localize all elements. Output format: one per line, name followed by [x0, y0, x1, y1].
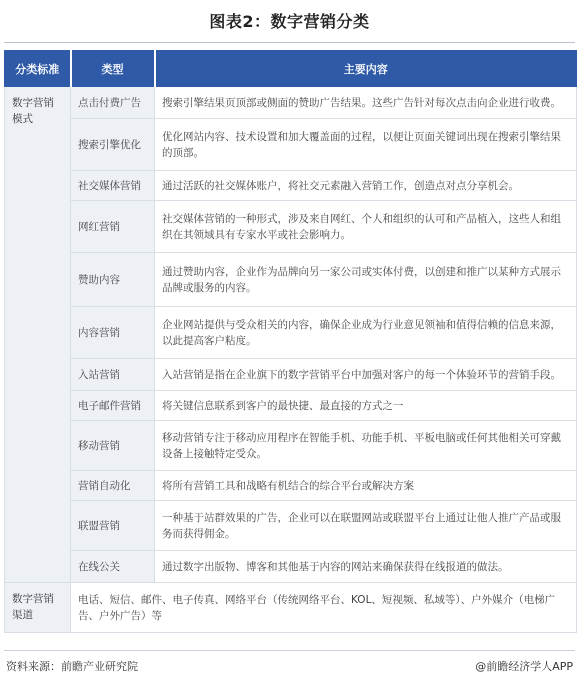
table-row	[5, 359, 577, 391]
table-row	[5, 87, 577, 119]
table-row	[5, 421, 577, 471]
category-cell: 数字营销模式	[5, 87, 71, 583]
type-cell: 在线公关	[71, 551, 155, 583]
header-category: 分类标准	[5, 51, 71, 87]
table-row	[5, 119, 577, 171]
brand-credit: @前瞻经济学人APP	[475, 660, 573, 673]
table-row	[5, 253, 577, 307]
content-cell: 将关键信息联系到客户的最快捷、最直接的方式之一	[155, 391, 577, 421]
type-cell: 点击付费广告	[71, 87, 155, 119]
header-content: 主要内容	[155, 51, 577, 87]
table-row	[5, 171, 577, 201]
table-row	[5, 471, 577, 501]
table-row	[5, 391, 577, 421]
type-cell: 内容营销	[71, 307, 155, 359]
table-row	[5, 583, 577, 633]
content-cell: 优化网站内容、技术设置和加大覆盖面的过程，以便让页面关键词出现在搜索引擎结果的顶部。	[155, 119, 577, 171]
type-cell: 入站营销	[71, 359, 155, 391]
table-row	[5, 201, 577, 253]
type-cell: 搜索引擎优化	[71, 119, 155, 171]
content-cell: 移动营销专注于移动应用程序在智能手机、功能手机、平板电脑或任何其他相关可穿戴设备上接触特定受众。	[155, 421, 577, 471]
header-type: 类型	[71, 51, 155, 87]
content-cell: 通过赞助内容，企业作为品牌向另一家公司或实体付费，以创建和推广以某种方式展示品牌或服务的内容。	[155, 253, 577, 307]
content-cell: 一种基于站群效果的广告，企业可以在联盟网站或联盟平台上通过让他人推广产品或服务而获得佣金。	[155, 501, 577, 551]
table-header-row	[5, 51, 577, 87]
type-cell: 赞助内容	[71, 253, 155, 307]
table-row	[5, 501, 577, 551]
type-cell: 社交媒体营销	[71, 171, 155, 201]
table-row	[5, 307, 577, 359]
figure-title: 图表2：数字营销分类	[209, 12, 370, 31]
type-cell: 移动营销	[71, 421, 155, 471]
source-note: 资料来源：前瞻产业研究院	[6, 660, 138, 673]
content-cell: 社交媒体营销的一种形式，涉及来自网红、个人和组织的认可和产品植入，这些人和组织在其领域具有专家水平或社会影响力。	[155, 201, 577, 253]
footer-divider	[4, 650, 575, 651]
content-cell: 企业网站提供与受众相关的内容，确保企业成为行业意见领袖和值得信赖的信息来源，以此提高客户粘度。	[155, 307, 577, 359]
content-cell: 入站营销是指在企业旗下的数字营销平台中加强对客户的每一个体验环节的营销手段。	[155, 359, 577, 391]
classification-table	[4, 50, 577, 633]
category-cell: 数字营销渠道	[5, 583, 71, 633]
type-cell: 网红营销	[71, 201, 155, 253]
content-cell: 搜索引擎结果页顶部或侧面的赞助广告结果。这些广告针对每次点击向企业进行收费。	[155, 87, 577, 119]
content-cell: 电话、短信、邮件、电子传真、网络平台（传统网络平台、KOL、短视频、私域等）、户外媒介（电梯广告、户外广告）等	[71, 583, 577, 633]
content-cell: 将所有营销工具和战略有机结合的综合平台或解决方案	[155, 471, 577, 501]
table-row	[5, 551, 577, 583]
content-cell: 通过活跃的社交媒体账户，将社交元素融入营销工作，创造点对点分享机会。	[155, 171, 577, 201]
type-cell: 电子邮件营销	[71, 391, 155, 421]
type-cell: 营销自动化	[71, 471, 155, 501]
type-cell: 联盟营销	[71, 501, 155, 551]
title-divider	[4, 42, 575, 43]
content-cell: 通过数字出版物、博客和其他基于内容的网站来确保获得在线报道的做法。	[155, 551, 577, 583]
